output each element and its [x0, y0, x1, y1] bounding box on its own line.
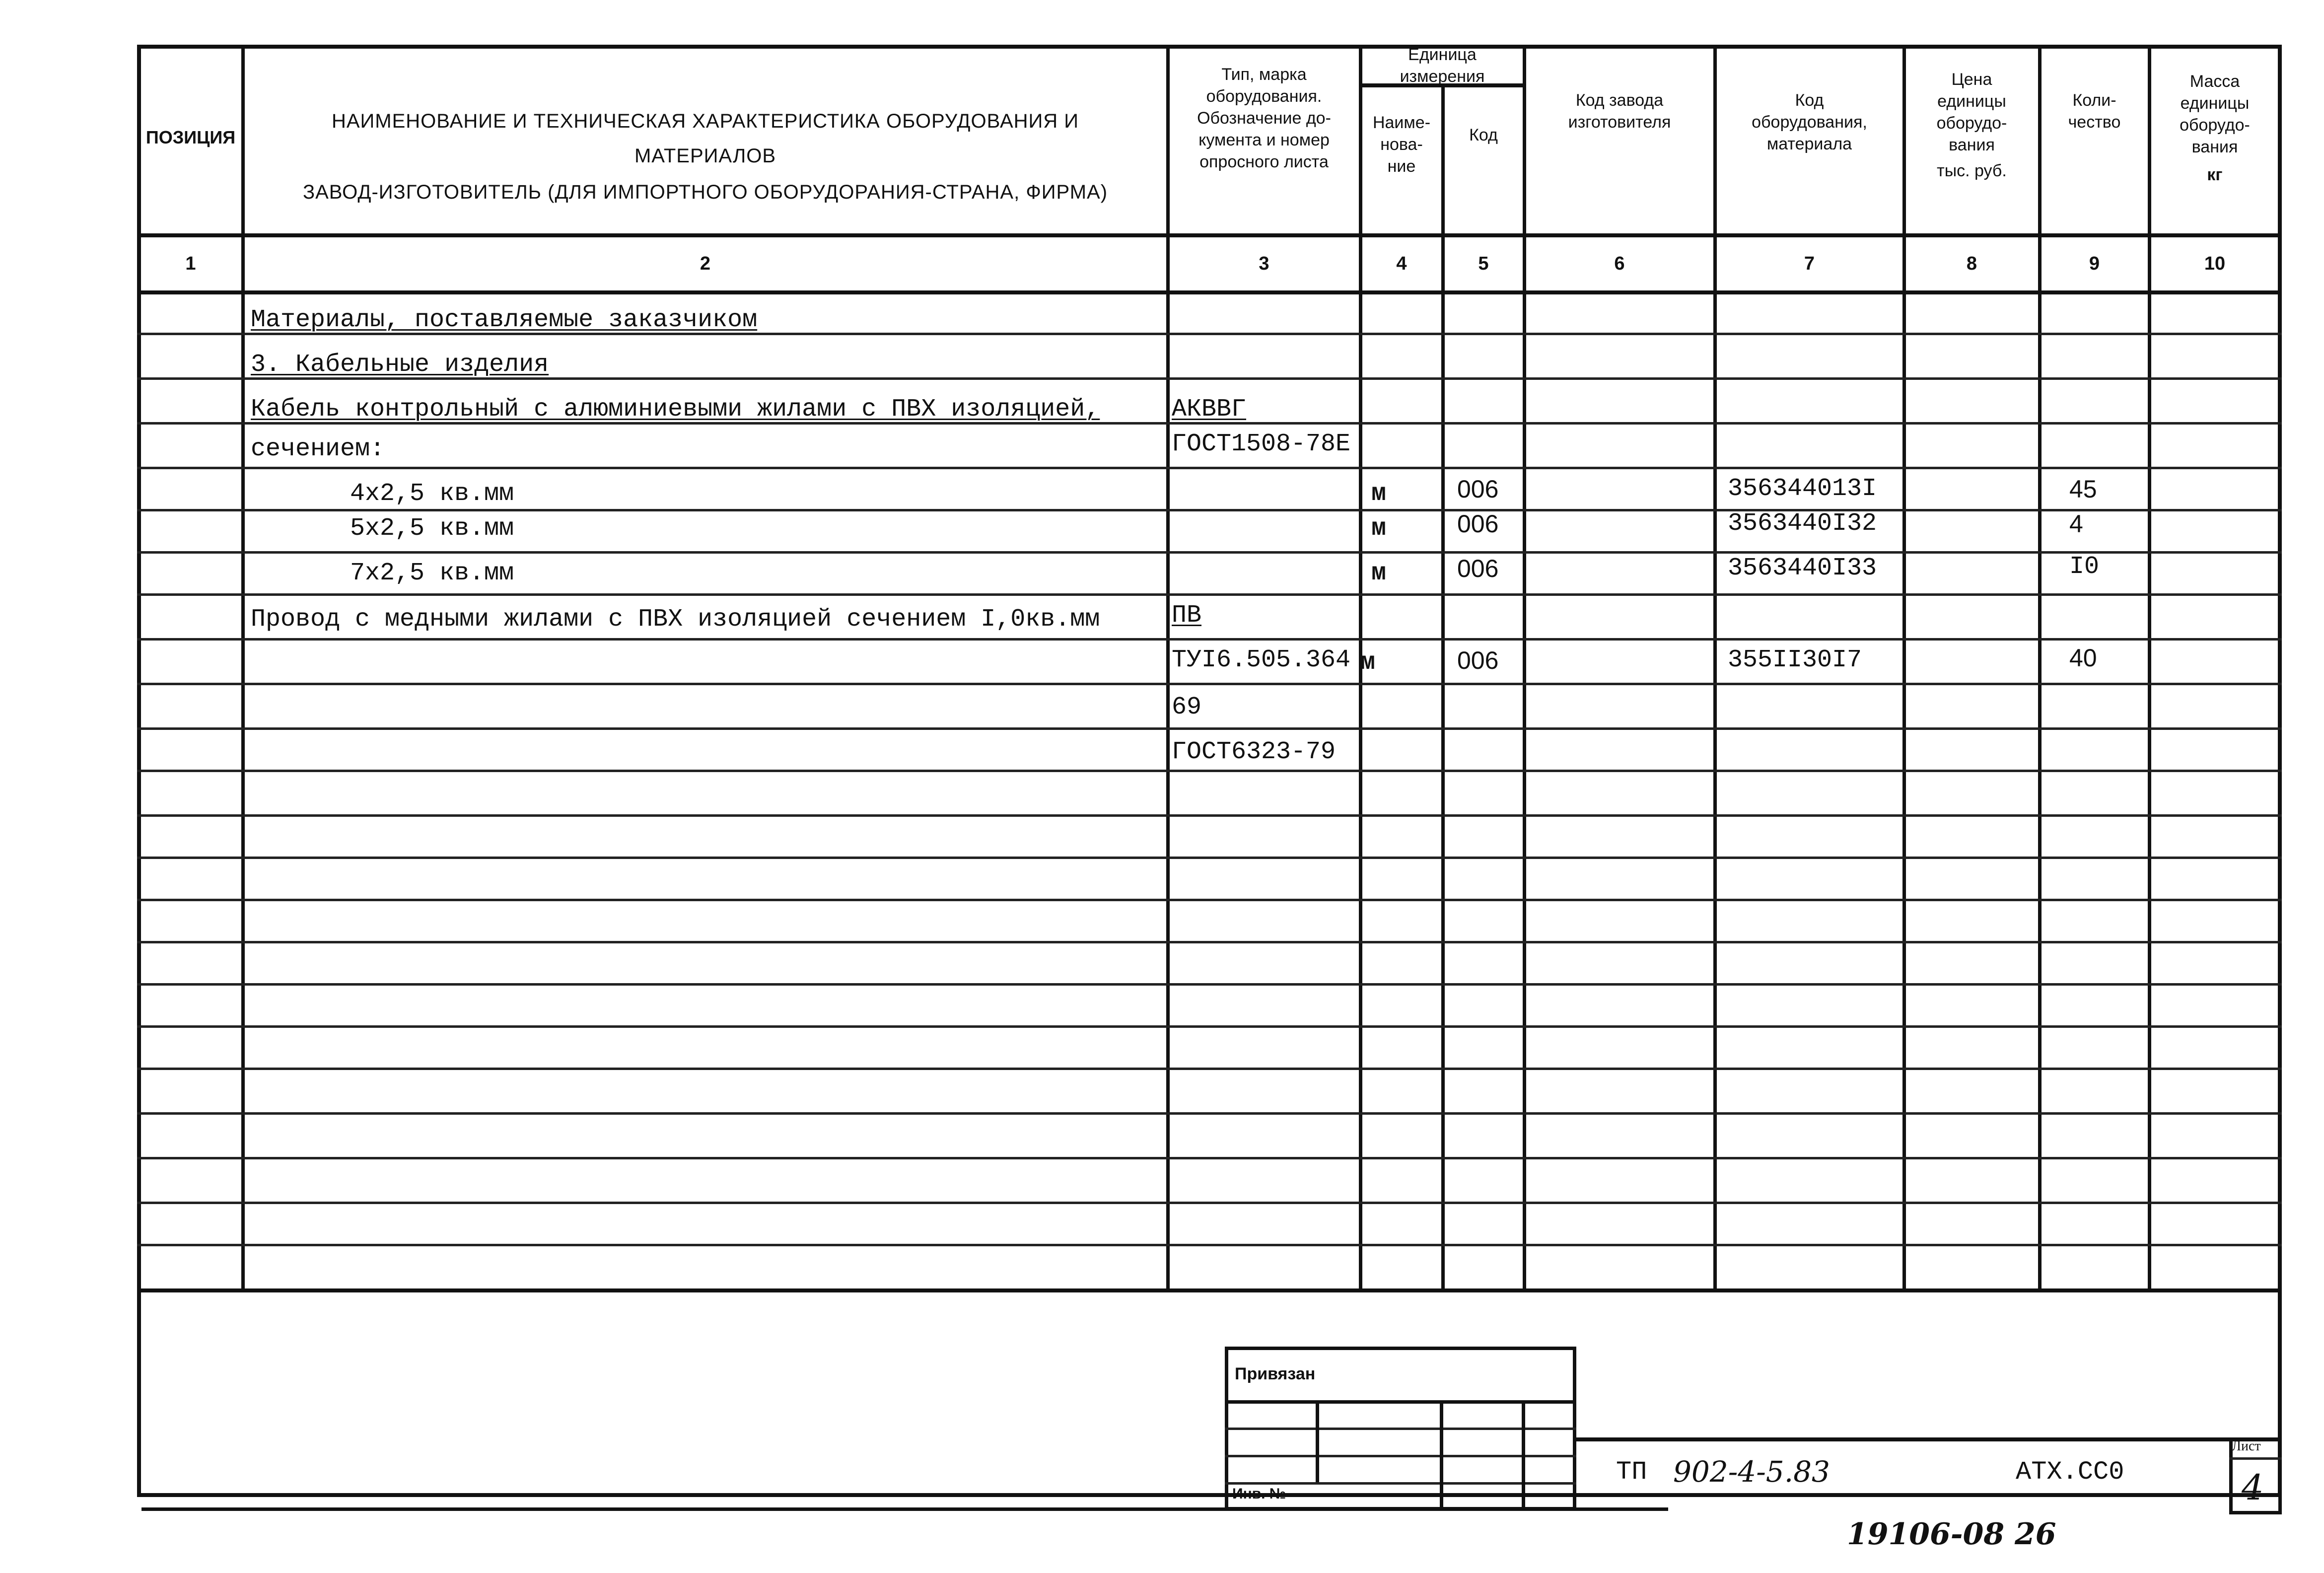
header-unit-name-line: ние	[1387, 157, 1416, 176]
row-quantity: 4	[2069, 510, 2083, 538]
column-number-rule	[137, 290, 2282, 294]
row-unit: м	[1360, 648, 1376, 677]
project-number: 902-4-5.83	[1673, 1455, 1830, 1489]
header-type-line: кумента и номер	[1198, 131, 1330, 149]
column-number: 10	[2204, 253, 2226, 274]
header-position: ПОЗИЦИЯ	[145, 127, 236, 147]
row-rule	[137, 941, 2282, 943]
row-rule	[137, 1068, 2282, 1070]
header-price-line: оборудо-	[1936, 114, 2007, 133]
row-unit: м	[1371, 480, 1387, 508]
row-rule	[137, 899, 2282, 901]
header-material-line: оборудования,	[1752, 113, 1867, 132]
row-name: 4х2,5 кв.мм	[350, 480, 514, 508]
row-type: ГОСТ6323-79	[1172, 738, 1336, 766]
column-number: 7	[1804, 253, 1815, 274]
header-mass-line: единицы	[2180, 94, 2250, 113]
row-rule	[137, 509, 2282, 511]
project-prefix: ТП	[1616, 1457, 1647, 1487]
header-unit-name-line: Наиме-	[1372, 113, 1431, 132]
footer-number: 19106-08 26	[1847, 1517, 2056, 1552]
row-unit: м	[1371, 559, 1387, 587]
row-quantity: 45	[2069, 475, 2097, 503]
row-unit: м	[1371, 514, 1387, 543]
row-rule	[137, 467, 2282, 469]
stamp-divider	[1522, 1400, 1525, 1509]
row-rule	[137, 638, 2282, 641]
row-code: 006	[1457, 510, 1499, 538]
header-type	[1169, 64, 1359, 173]
row-rule	[137, 1112, 2282, 1115]
row-code: 006	[1457, 475, 1499, 503]
header-bottom-rule	[137, 233, 2282, 237]
row-type: ГОСТ1508-78Е	[1172, 430, 1351, 458]
header-material-line: Код	[1795, 91, 1824, 110]
header-price-line: Цена	[1951, 70, 1992, 89]
col-divider-1	[241, 45, 245, 1288]
row-name: 5х2,5 кв.мм	[350, 514, 514, 543]
header-unit-line: Единица	[1408, 45, 1477, 64]
inventory-label: Инв. №	[1232, 1486, 1286, 1502]
row-rule	[137, 857, 2282, 859]
row-rule	[137, 1244, 2282, 1246]
row-material-code: 355II30I7	[1728, 646, 1862, 674]
column-number: 2	[700, 253, 711, 274]
row-rule	[137, 1157, 2282, 1159]
header-factory-line: изготовителя	[1568, 113, 1671, 132]
header-material-code	[1716, 89, 1902, 155]
header-mass-line: вания	[2191, 138, 2238, 156]
row-name: Материалы, поставляемые заказчиком	[251, 306, 758, 334]
header-price-line: тыс. руб.	[1937, 161, 2007, 180]
header-factory-line: Код завода	[1575, 91, 1664, 110]
col-divider-9	[2148, 45, 2151, 1288]
header-unit-name	[1362, 112, 1441, 177]
col-divider-6	[1713, 45, 1717, 1288]
column-number: 1	[185, 253, 196, 274]
header-type-line: опросного листа	[1199, 152, 1329, 171]
row-code: 006	[1457, 646, 1499, 674]
header-price-line: единицы	[1937, 92, 2006, 111]
column-number: 4	[1396, 253, 1407, 274]
row-rule	[137, 770, 2282, 772]
document-code: АТХ.СС0	[2016, 1457, 2124, 1487]
header-mass-line: кг	[2207, 165, 2223, 184]
row-type: АКВВГ	[1172, 395, 1247, 424]
header-name-line3: ЗАВОД-ИЗГОТОВИТЕЛЬ (ДЛЯ ИМПОРТНОГО ОБОРУДОРАНИЯ-СТРАНА, ФИРМА)	[302, 181, 1108, 203]
row-material-code: 356344013I	[1728, 475, 1877, 503]
row-rule	[137, 683, 2282, 685]
row-rule	[137, 1025, 2282, 1028]
header-quantity-line: Коли-	[2072, 91, 2116, 110]
column-number: 6	[1614, 253, 1625, 274]
row-quantity: I0	[2069, 553, 2100, 581]
header-quantity-line: чество	[2068, 113, 2121, 132]
col-divider-8	[2038, 45, 2042, 1288]
column-number: 9	[2089, 253, 2100, 274]
column-number: 5	[1478, 253, 1489, 274]
table-bottom-rule	[137, 1288, 2282, 1292]
row-rule	[137, 983, 2282, 986]
row-name: Кабель контрольный с алюминиевыми жилами с ПВХ изоляцией,	[251, 395, 1100, 424]
sheet-label: Лист	[2232, 1438, 2261, 1454]
col-divider-5	[1523, 45, 1526, 1288]
sheet-number: 4	[2242, 1467, 2264, 1508]
row-quantity: 40	[2069, 644, 2097, 672]
row-name: 7х2,5 кв.мм	[350, 559, 514, 587]
row-name: сечением:	[251, 435, 385, 463]
col-divider-2	[1166, 45, 1170, 1288]
header-price-line: вания	[1949, 136, 1995, 154]
header-price	[1905, 69, 2038, 182]
row-type: 69	[1172, 693, 1202, 721]
header-unit-code: Код	[1469, 126, 1498, 144]
row-type: ПВ	[1172, 601, 1202, 630]
header-name-line1: НАИМЕНОВАНИЕ И ТЕХНИЧЕСКАЯ ХАРАКТЕРИСТИКА ОБОРУДОВАНИЯ И	[331, 110, 1079, 132]
header-mass	[2151, 71, 2279, 186]
row-type: ТУI6.505.364	[1172, 646, 1351, 674]
row-rule	[137, 1202, 2282, 1204]
col-divider-7	[1902, 45, 1906, 1288]
row-material-code: 3563440I32	[1728, 509, 1877, 538]
row-name: Провод с медными жилами с ПВХ изоляцией сечением I,0кв.мм	[251, 605, 1100, 634]
header-type-line: оборудования.	[1206, 87, 1322, 106]
header-name-line2: МАТЕРИАЛОВ	[634, 145, 776, 167]
header-unit-name-line: нова-	[1380, 135, 1423, 154]
header-unit-line: измерения	[1400, 67, 1485, 86]
row-material-code: 3563440I33	[1728, 554, 1877, 582]
header-type-line: Обозначение до-	[1197, 109, 1331, 128]
stamp-divider	[1440, 1400, 1443, 1509]
row-rule	[137, 551, 2282, 554]
header-unit-group	[1362, 44, 1523, 87]
column-number: 3	[1259, 253, 1269, 274]
row-rule	[137, 814, 2282, 817]
header-mass-line: Масса	[2189, 72, 2240, 91]
row-rule	[137, 593, 2282, 596]
header-factory-code	[1526, 89, 1713, 133]
column-number: 8	[1966, 253, 1977, 274]
row-rule	[137, 727, 2282, 730]
header-mass-line: оборудо-	[2180, 116, 2250, 135]
header-material-line: материала	[1766, 135, 1852, 153]
row-code: 006	[1457, 555, 1499, 582]
header-quantity	[2041, 89, 2148, 133]
sheet-number-rule	[2229, 1457, 2282, 1460]
title-strip-rule	[1576, 1437, 2282, 1441]
privyazan-label: Привязан	[1235, 1364, 1316, 1383]
row-name: 3. Кабельные изделия	[251, 351, 549, 379]
stamp-divider	[1316, 1400, 1319, 1482]
header-type-line: Тип, марка	[1221, 65, 1307, 84]
